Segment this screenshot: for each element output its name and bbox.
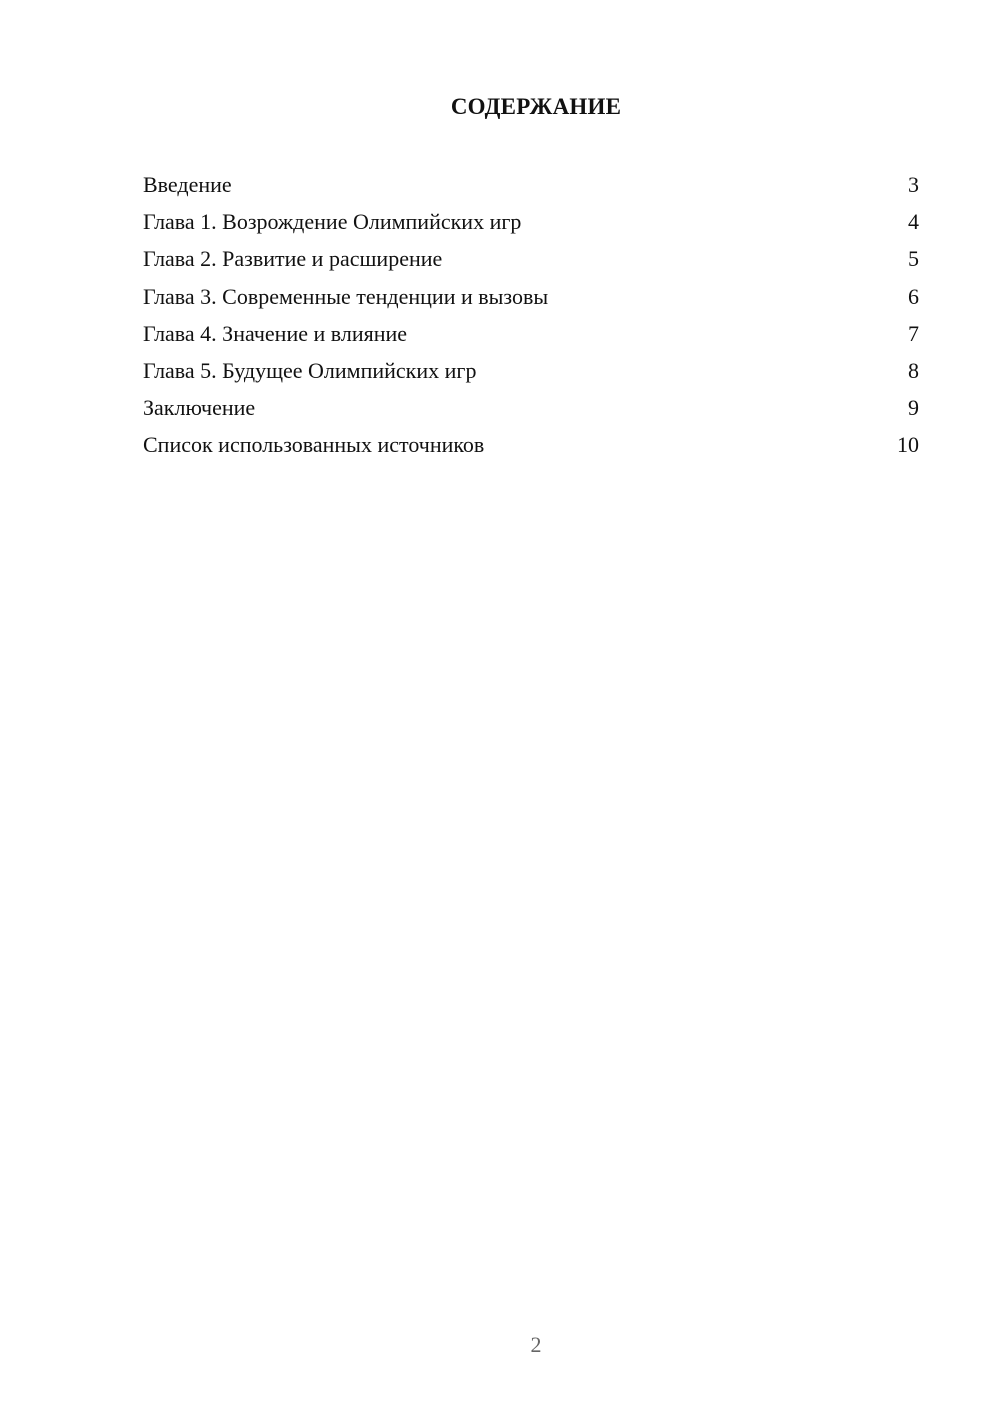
toc-entry-label: Список использованных источников [143,432,485,458]
toc-entry-label: Глава 3. Современные тенденции и вызовы [143,283,549,309]
toc-entry-page-number: 5 [908,246,919,272]
toc-entry-page-number: 9 [908,395,919,421]
toc-entry-chapter-5 [143,354,919,391]
toc-title: СОДЕРЖАНИЕ [450,94,622,119]
toc-entry-label: Глава 5. Будущее Олимпийских игр [143,357,477,383]
toc-entry-page-number: 3 [908,172,919,197]
toc-entry-page-number: 4 [908,209,919,235]
toc-entry-page-number: 10 [897,432,919,458]
toc-entry-label: Глава 2. Развитие и расширение [143,246,443,272]
toc-entry-label: Глава 4. Значение и влияние [143,320,408,346]
toc-entry-chapter-1 [143,205,919,242]
toc-entry-conclusion [143,391,919,428]
toc-entry-label: Заключение [143,395,256,421]
toc-entry-label: Глава 1. Возрождение Олимпийских игр [143,209,522,235]
toc-entry-label: Введение [143,172,232,197]
toc-entry-page-number: 8 [908,357,919,383]
toc-entry-references [143,428,919,465]
toc-entry-chapter-3 [143,280,919,317]
toc-entry-chapter-2 [143,242,919,279]
toc-entry-chapter-4 [143,317,919,354]
toc-entry-introduction [143,168,919,205]
toc-entry-page-number: 6 [908,283,919,309]
toc-entry-page-number: 7 [908,320,919,346]
table-of-contents [143,168,919,466]
page-number: 2 [530,1332,542,1357]
